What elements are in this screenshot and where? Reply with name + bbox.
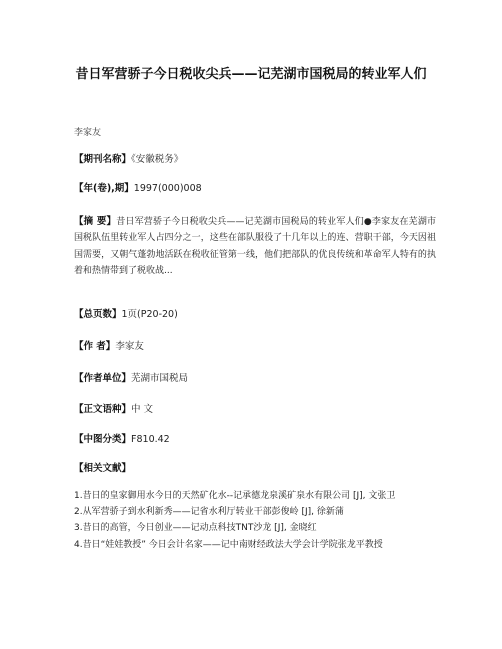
list-item: 3.昔日的高管，今日创业——记动点科技TNT沙龙 [J], 金晓红 bbox=[74, 523, 317, 534]
field-label: 【年(卷),期】 bbox=[74, 183, 134, 194]
field-label: 【摘 要】 bbox=[74, 216, 117, 227]
field-value: 1页(P20-20) bbox=[121, 309, 178, 320]
field-value: F810.42 bbox=[131, 434, 170, 445]
field-label: 【相关文献】 bbox=[74, 463, 132, 474]
document-author: 李家友 bbox=[74, 128, 102, 138]
field-label: 【作 者】 bbox=[74, 341, 116, 352]
field-value: 芜湖市国税局 bbox=[131, 373, 189, 384]
field-label: 【作者单位】 bbox=[74, 373, 132, 384]
field-classification bbox=[74, 432, 434, 448]
document-title: 昔日军营骄子今日税收尖兵——记芜湖市国税局的转业军人们 bbox=[75, 67, 427, 82]
field-value: 昔日军营骄子今日税收尖兵——记芜湖市国税局的转业军人们●李家友在芜湖市国税队伍里转业军人占四分之一，这些在部队服役了十几年以上的连、营职干部，今天因祖国需要，又朝气蓬勃地活跃在税收征管第一线，他们把部队的优良传统和革命军人特有的执着和热情带到了税收战... bbox=[74, 217, 437, 277]
field-value: 李家友 bbox=[115, 341, 144, 352]
field-value: 《安徽税务》 bbox=[131, 154, 184, 165]
field-abstract bbox=[74, 214, 436, 280]
field-label: 【总页数】 bbox=[74, 309, 122, 320]
field-label: 【期刊名称】 bbox=[74, 154, 132, 165]
list-item: 1.昔日的皇家御用水今日的天然矿化水--记承德龙泉溪矿泉水有限公司 [J], 文张卫 bbox=[74, 491, 396, 501]
related-literature-list bbox=[74, 488, 434, 553]
field-total-pages bbox=[74, 307, 434, 323]
field-related-literature bbox=[74, 461, 434, 477]
list-item: 4.昔日“娃娃教授” 今日会计名家——记中南财经政法大学会计学院张龙平教授 bbox=[74, 539, 383, 550]
field-author bbox=[74, 339, 434, 355]
field-journal-name bbox=[74, 152, 434, 168]
field-value: 1997(000)008 bbox=[133, 183, 202, 194]
field-author-unit bbox=[74, 371, 434, 387]
list-item: 2.从军营骄子到水利新秀——记省水利厅转业干部彭俊岭 [J], 徐新蒲 bbox=[74, 507, 344, 518]
field-label: 【中图分类】 bbox=[74, 434, 132, 445]
field-label: 【正文语种】 bbox=[74, 404, 132, 415]
field-language bbox=[74, 402, 434, 418]
field-value: 中 文 bbox=[131, 404, 154, 415]
field-year-volume-issue bbox=[74, 181, 434, 197]
